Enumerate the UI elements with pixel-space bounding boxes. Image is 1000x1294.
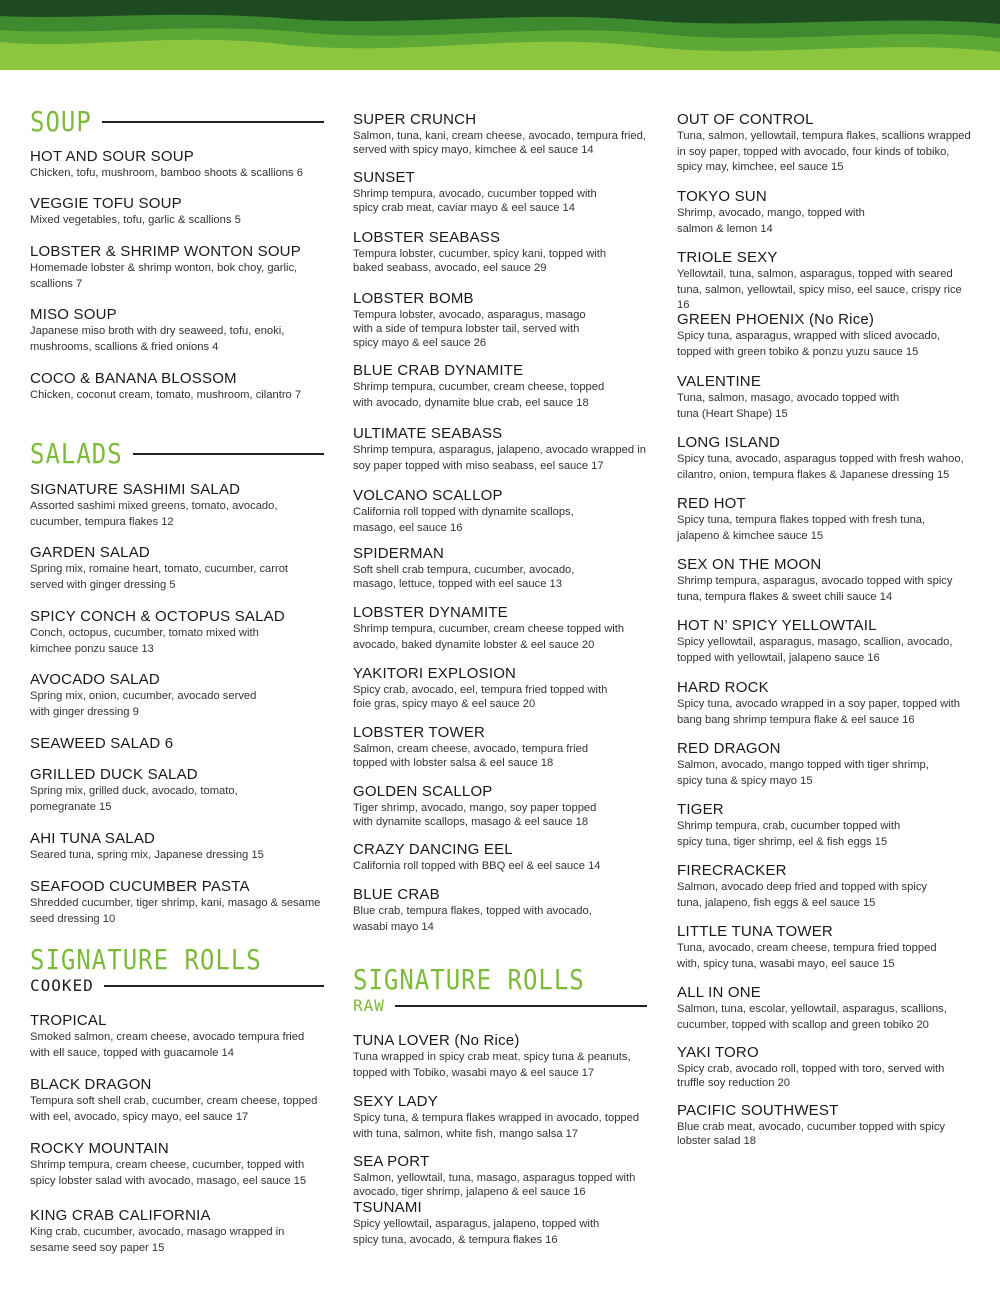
menu-item-name: BLACK DRAGON [30,1076,152,1093]
menu-item-name: PACIFIC SOUTHWEST [677,1102,839,1119]
menu-item [677,679,977,728]
menu-item-name: MISO SOUP [30,306,117,323]
raw-rolls-section-header [353,963,647,997]
menu-item-desc: Tempura lobster, cucumber, spicy kani, topped with baked seabass, avocado, eel sauce 29 [353,248,607,274]
cooked-subsection-title: COOKED [30,976,94,995]
menu-item [30,671,324,720]
section-divider [395,1005,647,1007]
cooked-rolls-section-title: SIGNATURE ROLLS [30,943,262,977]
menu-item-desc: Spring mix, romaine heart, tomato, cucumber, carrot served with ginger dressing 5 [30,563,289,591]
menu-item [353,665,648,711]
raw-rolls-section-title: SIGNATURE ROLLS [353,963,585,997]
menu-item-desc: Spicy yellowtail, asparagus, jalapeno, topped with spicy tuna, avocado, & tempura flakes 16 [353,1218,600,1246]
menu-item-name: HOT AND SOUR SOUP [30,148,194,165]
soup-section-header [30,105,324,139]
menu-item [677,434,977,483]
menu-item-desc: Spicy tuna, avocado wrapped in a soy paper, topped with bang bang shrimp tempura flake & eel sauce 16 [677,698,960,726]
menu-item [30,1076,324,1125]
menu-item-desc: Assorted sashimi mixed greens, tomato, avocado, cucumber, tempura flakes 12 [30,500,278,528]
menu-item-name: YAKI TORO [677,1044,759,1061]
menu-item-name: HARD ROCK [677,679,769,696]
menu-item-desc: Salmon, tuna, kani, cream cheese, avocado, tempura fried, served with spicy mayo, kimchee & eel sauce 14 [353,130,646,156]
menu-item-name: VOLCANO SCALLOP [353,487,503,504]
menu-item-desc: Salmon, yellowtail, tuna, masago, asparagus topped with avocado, tiger shrimp, jalapeno & eel sauce 16 [353,1172,636,1198]
menu-item-desc: Shrimp tempura, cream cheese, cucumber, topped with spicy lobster salad with avocado, masago, eel sauce 15 [30,1159,307,1187]
menu-item [677,740,972,789]
menu-item-name: LOBSTER BOMB [353,290,474,307]
menu-item-desc: Yellowtail, tuna, salmon, asparagus, topped with seared tuna, salmon, yellowtail, spicy miso, eel sauce, crispy rice 16 [677,268,962,311]
menu-item-name: AHI TUNA SALAD [30,830,156,847]
menu-item-desc: Spring mix, onion, cucumber, avocado served with ginger dressing 9 [30,690,257,718]
section-divider [133,453,324,455]
menu-item-name: LOBSTER SEABASS [353,229,501,246]
menu-item [677,311,972,360]
menu-item-name: TRIOLE SEXY [677,249,778,266]
menu-item-desc: Tuna, avocado, cream cheese, tempura fried topped with, spicy tuna, wasabi mayo, eel sauce 15 [677,942,937,970]
menu-item [30,306,324,355]
menu-item [30,195,324,229]
menu-item [353,1093,648,1142]
menu-item-name: OUT OF CONTROL [677,111,814,128]
menu-item [353,545,648,591]
menu-item [677,617,972,666]
menu-item-name: TIGER [677,801,724,818]
menu-item-desc: Salmon, cream cheese, avocado, tempura fried topped with lobster salsa & eel sauce 18 [353,743,589,769]
menu-item-desc: Salmon, avocado, mango topped with tiger shrimp, spicy tuna & spicy mayo 15 [677,759,929,787]
menu-item-desc: Blue crab meat, avocado, cucumber topped with spicy lobster salad 18 [677,1121,946,1147]
menu-item [677,984,972,1033]
menu-item [353,111,648,157]
menu-item-desc: King crab, cucumber, avocado, masago wrapped in sesame seed soy paper 15 [30,1226,285,1254]
menu-item [30,243,324,292]
menu-item [30,481,324,530]
menu-item-desc: Chicken, tofu, mushroom, bamboo shoots & scallions 6 [30,167,303,179]
menu-item-desc: Shrimp tempura, asparagus, jalapeno, avocado wrapped in soy paper topped with miso seabass, eel sauce 17 [353,444,646,472]
menu-item-name: ALL IN ONE [677,984,761,1001]
menu-item [353,169,648,215]
menu-item-name: SEAFOOD CUCUMBER PASTA [30,878,250,895]
menu-item [353,229,648,275]
menu-item-name: YAKITORI EXPLOSION [353,665,517,682]
menu-item [30,544,324,593]
menu-item-desc: Conch, octopus, cucumber, tomato mixed with kimchee ponzu sauce 13 [30,627,259,655]
menu-item-desc: Spicy tuna, & tempura flakes wrapped in avocado, topped with tuna, salmon, white fish, mango salsa 17 [353,1112,640,1140]
menu-item-name: TROPICAL [30,1012,107,1029]
menu-item-desc: Tiger shrimp, avocado, mango, soy paper topped with dynamite scallops, masago & eel sauce 18 [353,802,597,828]
menu-item-desc: Shrimp tempura, cucumber, cream cheese topped with avocado, baked dynamite lobster & eel sauce 20 [353,623,625,651]
menu-item [677,188,972,237]
menu-item [30,370,324,404]
menu-item-desc: Spicy crab, avocado, eel, tempura fried topped with foie gras, spicy mayo & eel sauce 20 [353,684,608,710]
menu-item [677,373,972,422]
menu-item-name: GARDEN SALAD [30,544,150,561]
menu-item [30,148,324,182]
wave-banner [0,0,1000,70]
menu-item [677,495,972,544]
menu-item [30,608,324,657]
menu-item-desc: Shrimp tempura, avocado, cucumber topped with spicy crab meat, caviar mayo & eel sauce 14 [353,188,597,214]
menu-item [353,886,648,935]
menu-item-name: VEGGIE TOFU SOUP [30,195,182,212]
menu-item [677,1102,972,1148]
menu-item-name: BLUE CRAB DYNAMITE [353,362,524,379]
menu-item-desc: Spicy yellowtail, asparagus, masago, scallion, avocado, topped with yellowtail, jalapeno sauce 16 [677,636,953,664]
menu-item-desc: Mixed vegetables, tofu, garlic & scallions 5 [30,214,241,226]
menu-item-desc: Tempura soft shell crab, cucumber, cream cheese, topped with eel, avocado, spicy mayo, eel sauce 17 [30,1095,318,1123]
menu-item [30,878,324,927]
menu-item-desc: Smoked salmon, cream cheese, avocado tempura fried with ell sauce, topped with guacamole 14 [30,1031,305,1059]
menu-item-desc: Shrimp tempura, asparagus, avocado topped with spicy tuna, tempura flakes & sweet chili sauce 14 [677,575,953,603]
menu-item-name: LONG ISLAND [677,434,781,451]
menu-item-name: CRAZY DANCING EEL [353,841,513,858]
menu-item-desc: Spicy tuna, avocado, asparagus topped with fresh wahoo, cilantro, onion, tempura flakes & Japanese dressing 15 [677,453,964,481]
menu-item-name: BLUE CRAB [353,886,440,903]
menu-item-desc: Shrimp tempura, cucumber, cream cheese, topped with avocado, dynamite blue crab, eel sauce 18 [353,381,605,409]
menu-item-name: RED HOT [677,495,746,512]
menu-item-desc: Soft shell crab tempura, cucumber, avocado, masago, lettuce, topped with eel sauce 13 [353,564,575,590]
menu-item-desc: Japanese miso broth with dry seaweed, tofu, enoki, mushrooms, scallions & fried onions 4 [30,325,285,353]
menu-item [677,249,977,314]
menu-item [30,1140,324,1189]
menu-item-desc: Tuna, salmon, masago, avocado topped with tuna (Heart Shape) 15 [677,392,900,420]
menu-item-name: VALENTINE [677,373,762,390]
menu-item-name: RED DRAGON [677,740,781,757]
menu-item-desc: Salmon, tuna, escolar, yellowtail, asparagus, scallions, cucumber, topped with scallop and green tobiko 20 [677,1003,947,1031]
menu-item-desc: Salmon, avocado deep fried and topped with spicy tuna, jalapeno, fish eggs & eel sauce 15 [677,881,928,909]
menu-item [677,923,972,972]
menu-item [353,783,648,829]
cooked-subsection-header [30,976,324,995]
menu-item-name: SPICY CONCH & OCTOPUS SALAD [30,608,285,625]
menu-item-name: TSUNAMI [353,1199,422,1216]
soup-section-title: SOUP [30,105,92,139]
menu-item-name: HOT N’ SPICY YELLOWTAIL [677,617,877,634]
menu-item [353,724,648,770]
menu-item [30,735,324,752]
menu-item-name: SPIDERMAN [353,545,444,562]
menu-item-name: GRILLED DUCK SALAD [30,766,198,783]
menu-item-desc: Tempura lobster, avocado, asparagus, masago with a side of tempura lobster tail, served with spicy mayo & eel sauce 26 [353,309,586,349]
menu-item-name: SEA PORT [353,1153,430,1170]
menu-item-name: SEAWEED SALAD 6 [30,735,174,752]
menu-item [677,862,972,911]
menu-item-desc: Seared tuna, spring mix, Japanese dressing 15 [30,849,264,861]
menu-item-name: GREEN PHOENIX (No Rice) [677,311,875,328]
menu-item-name: SUNSET [353,169,416,186]
menu-item-desc: Shrimp, avocado, mango, topped with salmon & lemon 14 [677,207,865,235]
cooked-rolls-section-header [30,943,324,977]
menu-item [677,1044,972,1090]
menu-item-name: LITTLE TUNA TOWER [677,923,833,940]
menu-item-desc: Tuna wrapped in spicy crab meat, spicy tuna & peanuts, topped with Tobiko, wasabi mayo & eel sauce 17 [353,1051,631,1079]
menu-item-name: SEX ON THE MOON [677,556,822,573]
menu-item [30,1207,324,1256]
menu-item-name: LOBSTER & SHRIMP WONTON SOUP [30,243,301,260]
menu-item-desc: California roll topped with BBQ eel & eel sauce 14 [353,860,601,872]
menu-item [353,290,648,350]
menu-item [677,556,977,605]
menu-item [677,111,972,176]
menu-item [353,1032,648,1081]
menu-item-name: FIRECRACKER [677,862,787,879]
menu-item-name: KING CRAB CALIFORNIA [30,1207,211,1224]
menu-item-name: AVOCADO SALAD [30,671,160,688]
menu-item-name: TUNA LOVER (No Rice) [353,1032,520,1049]
menu-item-desc: Chicken, coconut cream, tomato, mushroom, cilantro 7 [30,389,302,401]
menu-item-name: ROCKY MOUNTAIN [30,1140,169,1157]
menu-item-name: SIGNATURE SASHIMI SALAD [30,481,241,498]
raw-subsection-title: RAW [353,996,385,1015]
menu-item-desc: Spicy crab, avocado roll, topped with toro, served with truffle soy reduction 20 [677,1063,945,1089]
menu-item [677,801,972,850]
menu-item-desc: Spicy tuna, tempura flakes topped with fresh tuna, jalapeno & kimchee sauce 15 [677,514,926,542]
menu-item-name: TOKYO SUN [677,188,767,205]
menu-item [353,604,648,653]
section-divider [102,121,324,123]
menu-item-name: ULTIMATE SEABASS [353,425,503,442]
menu-item-name: COCO & BANANA BLOSSOM [30,370,237,387]
menu-item [353,841,648,875]
menu-item-name: SEXY LADY [353,1093,438,1110]
menu-item-desc: Homemade lobster & shrimp wonton, bok choy, garlic, scallions 7 [30,262,298,290]
menu-item-name: GOLDEN SCALLOP [353,783,493,800]
menu-item-desc: Shredded cucumber, tiger shrimp, kani, masago & sesame seed dressing 10 [30,897,321,925]
menu-item-desc: Shrimp tempura, crab, cucumber topped with spicy tuna, tiger shrimp, eel & fish eggs 15 [677,820,901,848]
menu-item [30,766,324,815]
menu-item [30,1012,324,1061]
menu-item-desc: California roll topped with dynamite scallops, masago, eel sauce 16 [353,506,574,534]
menu-item-desc: Tuna, salmon, yellowtail, tempura flakes, scallions wrapped in soy paper, topped with avocado, four kinds of tobiko, spicy may, kimchee, eel sauce 15 [677,130,971,173]
salads-section-title: SALADS [30,437,123,471]
menu-item-desc: Spring mix, grilled duck, avocado, tomato, pomegranate 15 [30,785,238,813]
menu-item [353,425,648,474]
menu-item [353,487,648,536]
menu-item [30,830,324,864]
menu-item-name: LOBSTER TOWER [353,724,486,741]
salads-section-header [30,437,324,471]
menu-item [353,1153,648,1199]
menu-item [353,1199,648,1248]
menu-item-name: LOBSTER DYNAMITE [353,604,508,621]
section-divider [104,985,324,987]
menu-item-desc: Spicy tuna, asparagus, wrapped with sliced avocado, topped with green tobiko & ponzu yuzu sauce 15 [677,330,941,358]
menu-item [353,362,648,411]
menu-item-name: SUPER CRUNCH [353,111,477,128]
menu-item-desc: Blue crab, tempura flakes, topped with avocado, wasabi mayo 14 [353,905,592,933]
raw-subsection-header [353,996,647,1015]
